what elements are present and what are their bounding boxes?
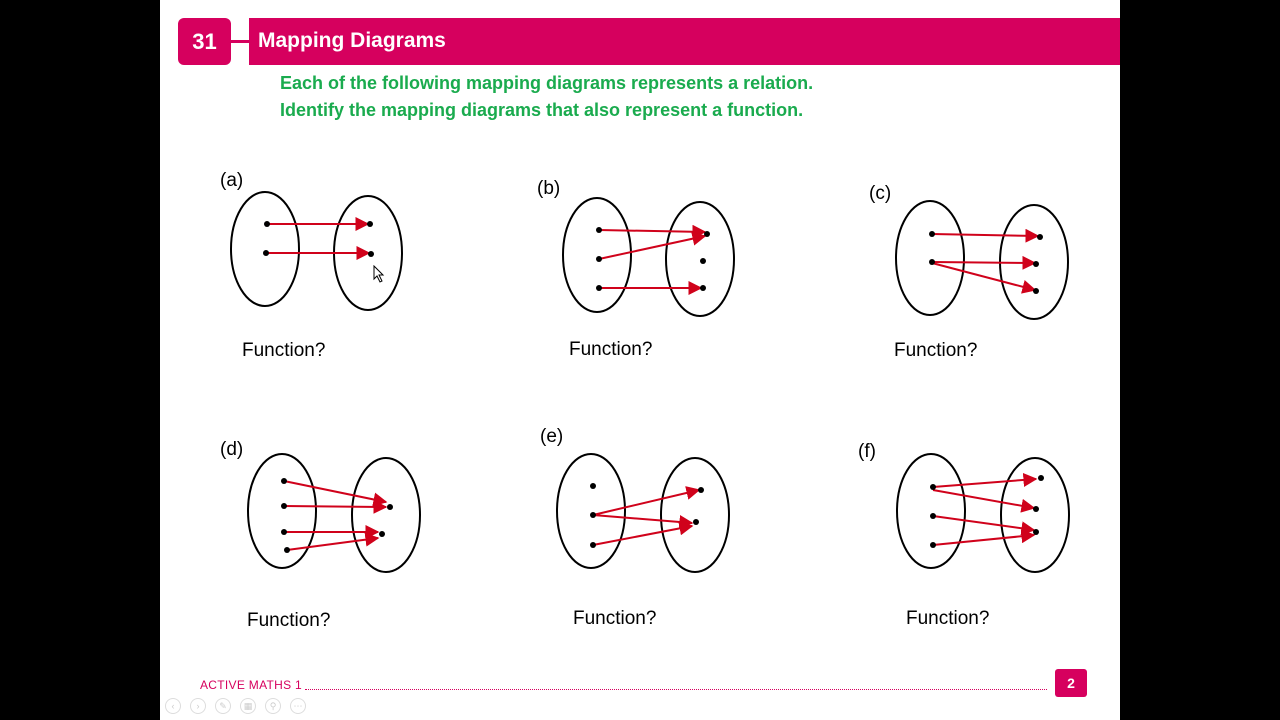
- diagram-e: [540, 426, 729, 629]
- range-oval: [352, 458, 420, 572]
- diagram-label-d: (d): [220, 439, 244, 460]
- prev-icon[interactable]: ‹: [165, 698, 181, 714]
- mouse-cursor-icon: [373, 265, 385, 283]
- function-question-c: Function?: [894, 340, 978, 361]
- function-question-b: Function?: [569, 339, 653, 360]
- footer-book-title: ACTIVE MATHS 1: [200, 678, 302, 692]
- zoom-icon[interactable]: ⚲: [265, 698, 281, 714]
- slideshow-toolbar: [165, 698, 306, 714]
- instruction-line-1: Each of the following mapping diagrams represents a relation.: [280, 73, 814, 93]
- function-question-f: Function?: [906, 608, 990, 629]
- mapping-diagrams: [160, 0, 1120, 720]
- function-question-a: Function?: [242, 340, 326, 361]
- domain-oval: [557, 454, 625, 568]
- page-number: 2: [1067, 675, 1075, 691]
- domain-oval: [897, 454, 965, 568]
- section-number: 31: [192, 28, 217, 54]
- slides-icon[interactable]: ▦: [240, 698, 256, 714]
- page-number-badge: [1055, 669, 1087, 697]
- diagram-b: [537, 178, 734, 360]
- more-icon[interactable]: ⋯: [290, 698, 306, 714]
- function-question-d: Function?: [247, 610, 331, 631]
- diagram-label-a: (a): [220, 170, 244, 191]
- diagram-label-f: (f): [858, 441, 876, 462]
- next-icon[interactable]: ›: [190, 698, 206, 714]
- diagram-label-e: (e): [540, 426, 564, 447]
- function-question-e: Function?: [573, 608, 657, 629]
- diagram-label-c: (c): [869, 183, 892, 204]
- diagram-label-b: (b): [537, 178, 561, 199]
- diagram-c: [869, 183, 1068, 361]
- range-oval: [1001, 458, 1069, 572]
- domain-oval: [248, 454, 316, 568]
- instruction-line-2: Identify the mapping diagrams that also represent a function.: [280, 100, 804, 120]
- range-oval: [661, 458, 729, 572]
- domain-oval: [231, 192, 299, 306]
- range-oval: [666, 202, 734, 316]
- page-title: Mapping Diagrams: [258, 29, 446, 52]
- slide: [160, 0, 1120, 720]
- footer-divider: [305, 689, 1047, 690]
- domain-oval: [896, 201, 964, 315]
- pen-icon[interactable]: ✎: [215, 698, 231, 714]
- diagram-d: [220, 439, 420, 631]
- diagram-f: [858, 441, 1069, 629]
